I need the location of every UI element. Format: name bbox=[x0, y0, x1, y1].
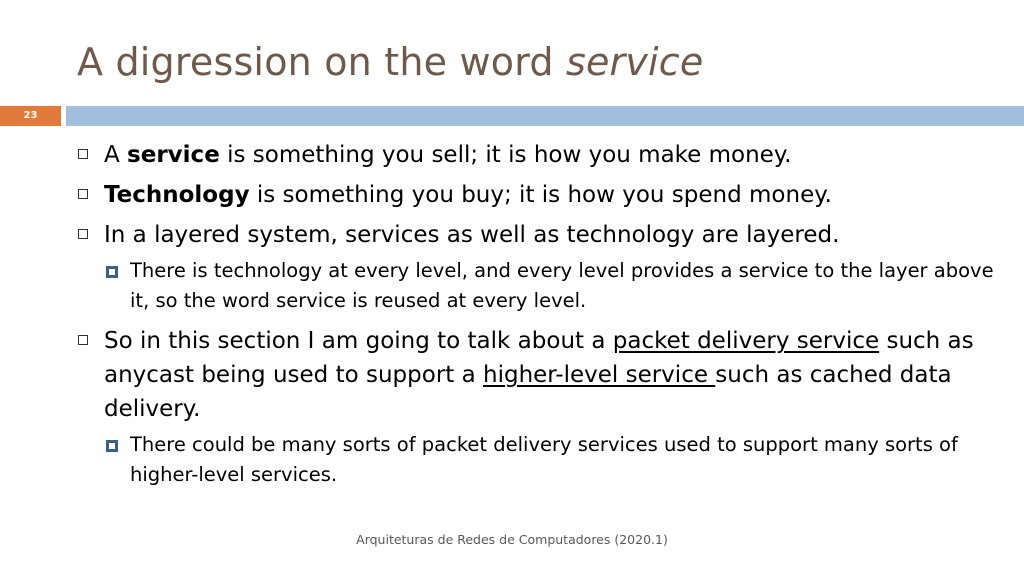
bullet-item: Technology is something you buy; it is how you spend money. bbox=[76, 178, 1001, 212]
square-bullet-icon bbox=[78, 335, 88, 345]
title-emphasis: service bbox=[565, 40, 704, 84]
sub-bullet-item: There is technology at every level, and every level provides a service to the layer above it, so the word service is reused at every level. bbox=[130, 256, 1001, 316]
bullet-item: In a layered system, services as well as technology are layered. bbox=[76, 218, 1001, 252]
bullet-item: So in this section I am going to talk about a packet delivery service such as anycast being used to support a higher-level service such as cached data delivery. bbox=[76, 324, 1001, 426]
square-bullet-icon bbox=[78, 149, 88, 159]
slide-content bbox=[76, 138, 1001, 498]
filled-square-bullet-icon bbox=[106, 440, 118, 452]
slide-number: 23 bbox=[0, 106, 61, 126]
slide-footer: Arquiteturas de Redes de Computadores (2020.1) bbox=[356, 532, 668, 547]
sub-bullet-item: There could be many sorts of packet delivery services used to support many sorts of higher-level services. bbox=[130, 430, 1001, 490]
square-bullet-icon bbox=[78, 229, 88, 239]
filled-square-bullet-icon bbox=[106, 266, 118, 278]
underlined-term: higher-level service bbox=[483, 362, 716, 388]
bullet-item: A service is something you sell; it is how you make money. bbox=[76, 138, 1001, 172]
underlined-term: packet delivery service bbox=[612, 328, 880, 354]
slide-title bbox=[77, 40, 703, 84]
square-bullet-icon bbox=[78, 189, 88, 199]
title-plain: A digression on the word bbox=[77, 40, 566, 84]
header-bar bbox=[66, 106, 1024, 126]
